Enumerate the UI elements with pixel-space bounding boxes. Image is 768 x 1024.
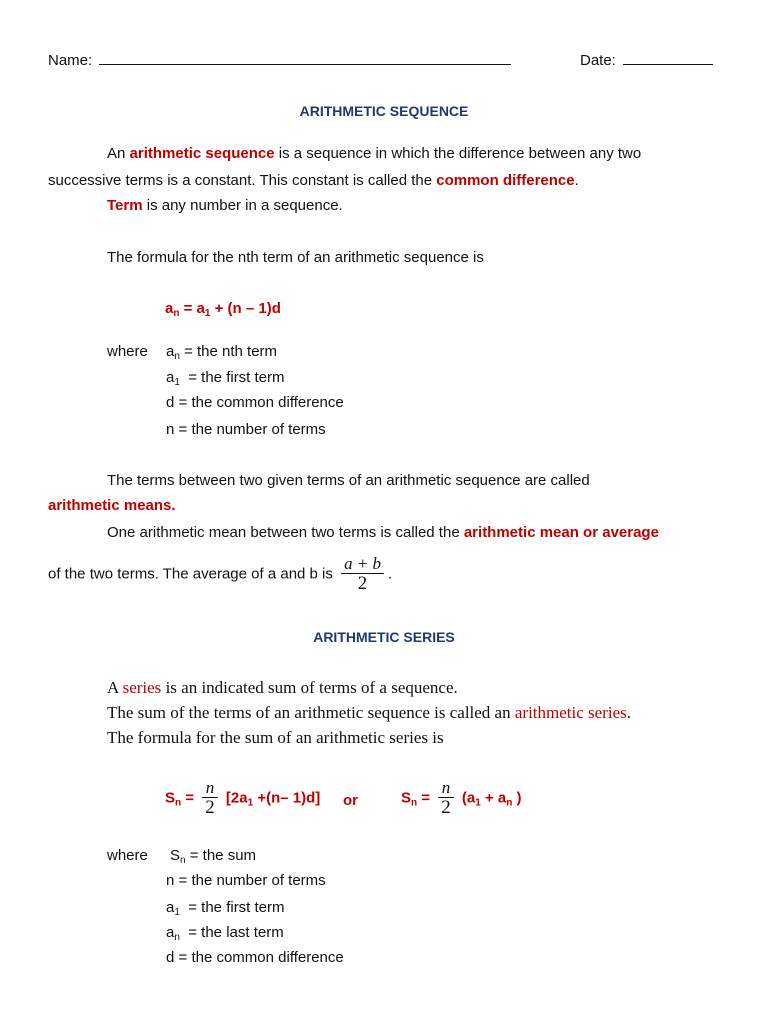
or-separator: or: [343, 792, 358, 809]
text: +(n– 1)d]: [253, 789, 321, 807]
subscript: n: [411, 797, 418, 809]
term-series: series: [122, 678, 162, 697]
section-title-sequence: ARITHMETIC SEQUENCE: [299, 103, 469, 119]
fraction-numerator: n: [441, 778, 451, 797]
text: is a sequence in which the difference between any two: [274, 145, 642, 162]
subscript: n: [173, 308, 180, 319]
text: = the common difference: [174, 949, 344, 966]
date-blank-line[interactable]: [623, 50, 713, 65]
nth-term-formula: [165, 300, 281, 319]
term-arithmetic-sequence: arithmetic sequence: [129, 145, 275, 162]
symbol: S: [170, 847, 181, 864]
section-title-series: ARITHMETIC SERIES: [313, 629, 455, 645]
text: + a: [480, 789, 507, 807]
where-label-series: where: [107, 847, 148, 864]
symbol: a: [166, 924, 175, 941]
symbol: a: [166, 899, 175, 916]
term-term: Term: [107, 197, 143, 214]
definition-a1: [166, 369, 285, 388]
text: is an indicated sum of terms of a sequence.: [161, 678, 458, 697]
definition-a1-series: [166, 899, 285, 918]
text: = the last term: [179, 924, 284, 941]
text: = the common difference: [174, 394, 344, 411]
subscript: 1: [475, 797, 481, 809]
definition-n-series: [166, 872, 326, 889]
definition-d-series: [166, 949, 344, 966]
arithmetic-series-definition-line: [107, 703, 631, 723]
term-arithmetic-series: arithmetic series: [514, 703, 627, 722]
text: = the first term: [179, 899, 285, 916]
text: =: [181, 789, 199, 807]
fraction-denominator: 2: [202, 797, 218, 818]
symbol: n: [166, 872, 175, 889]
definition-an-series: [166, 924, 284, 943]
text: One arithmetic mean between two terms is called the: [107, 524, 464, 541]
sequence-definition-line2: [48, 172, 579, 189]
text: S: [165, 789, 176, 807]
text: is any number in a sequence.: [142, 197, 343, 214]
name-blank-line[interactable]: [99, 50, 511, 65]
text: .: [574, 172, 579, 189]
average-formula-line: [48, 555, 392, 594]
where-label-sequence: where: [107, 343, 148, 360]
term-arithmetic-mean-average: arithmetic mean or average: [463, 524, 659, 541]
text: .: [626, 703, 631, 722]
subscript: n: [506, 797, 513, 809]
subscript: n: [180, 855, 186, 866]
text: = the sum: [185, 847, 257, 864]
text: =: [417, 789, 435, 807]
sum-formula-2: [401, 779, 522, 818]
term-arithmetic-means: arithmetic means.: [48, 497, 176, 514]
subscript: 1: [174, 907, 180, 918]
subscript: n: [175, 797, 182, 809]
term-common-difference: common difference: [436, 172, 575, 189]
name-label: Name:: [48, 52, 93, 69]
sum-formula-1: [165, 779, 320, 818]
symbol: a: [166, 369, 175, 386]
definition-sn: [170, 847, 256, 866]
name-field-row: [48, 50, 511, 69]
text: = the number of terms: [174, 421, 326, 438]
text: = the number of terms: [174, 872, 326, 889]
text: ): [512, 789, 522, 807]
symbol: d: [166, 394, 175, 411]
arithmetic-means-line1: The terms between two given terms of an arithmetic sequence are called: [107, 472, 590, 489]
text: [2a: [221, 789, 248, 807]
text: (a: [457, 789, 476, 807]
text: a: [165, 300, 174, 317]
subscript: 1: [174, 377, 180, 388]
text: = the first term: [179, 369, 285, 386]
series-definition-line: [107, 678, 458, 698]
subscript: n: [174, 351, 180, 362]
text: = a: [179, 300, 205, 317]
fraction-numerator: a + b: [344, 554, 382, 573]
date-label: Date:: [580, 52, 616, 69]
n-over-2-fraction: [438, 779, 454, 818]
subscript: 1: [247, 797, 254, 809]
fraction-numerator: n: [205, 778, 215, 797]
nth-term-formula-intro: The formula for the nth term of an arithmetic sequence is: [107, 249, 484, 266]
text: of the two terms. The average of a and b is: [48, 565, 338, 583]
subscript: 1: [204, 308, 211, 319]
symbol: d: [166, 949, 175, 966]
definition-an: [166, 343, 277, 362]
series-formula-intro: The formula for the sum of an arithmetic series is: [107, 728, 444, 747]
text: successive terms is a constant. This constant is called the: [48, 172, 437, 189]
symbol: n: [166, 421, 175, 438]
text: The sum of the terms of an arithmetic sequence is called an: [107, 703, 515, 722]
text: .: [388, 565, 393, 583]
arithmetic-mean-line: [107, 524, 659, 541]
text: A: [107, 678, 123, 697]
definition-n: [166, 421, 326, 438]
n-over-2-fraction: [202, 779, 218, 818]
text: = the nth term: [179, 343, 278, 360]
term-definition-line: [107, 197, 343, 214]
text: S: [401, 789, 412, 807]
fraction-denominator: 2: [438, 797, 454, 818]
subscript: n: [174, 932, 180, 943]
text: An: [107, 145, 130, 162]
symbol: a: [166, 343, 175, 360]
text: + (n – 1)d: [210, 300, 281, 317]
average-fraction: [341, 555, 384, 594]
definition-d: [166, 394, 344, 411]
fraction-denominator: 2: [341, 573, 384, 594]
sequence-definition-line1: [107, 145, 641, 162]
date-field-row: [580, 50, 713, 69]
